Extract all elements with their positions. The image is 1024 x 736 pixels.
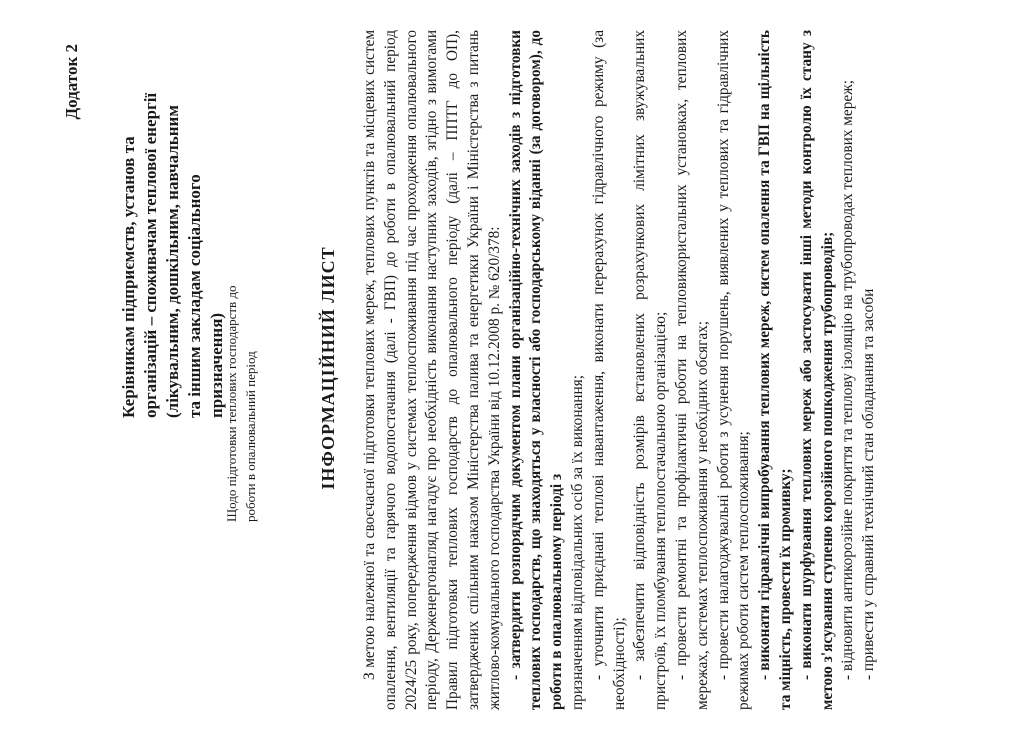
intro-paragraph: З метою належної та своєчасної підготовки теплових мереж, теплових пунктів та місцевих систем опалення, вентиляції та гарячого водопостачання (далі - ГВП) до роботи в опалювальний період 2024/25 року, попередження відмов у системах теплоспоживання під час проходження опалювального періоду, Держенергонагляд нагадує про необхідність виконання наступних заходів, згідно з вимогами Правил підготовки теплових господарств до опалювального періоду (далі – ППТГ до ОП), затверджених спільним наказом Міністерства палива та енергетики України і Міністерства з питань житлово-комунального господарства України від 10.12.2008 р. № 620/378:	[361, 30, 503, 710]
appendix-label: Додаток 2	[62, 44, 81, 120]
document-body	[360, 30, 880, 710]
subject-line: Щодо підготовки теплових господарств до роботи в опалювальний період	[224, 285, 258, 522]
list-item-continuation: призначенням відповідальних осіб за їх виконання;	[568, 375, 586, 710]
list-item: - виконати шурфування теплових мереж або застосувати інші методи контролю їх стану з метою з'ясування ступеню корозійного пошкодження трубопроводів;	[797, 30, 836, 710]
addressee-block: Керівникам підприємств, установ та організацій – споживачам теплової енергії (лікувальним, дошкільним, навчальним та іншим закладам соціального призначення)	[119, 92, 226, 418]
list-item: - затвердити розпорядчим документом плани організаційно-технічних заходів з підготовки теплових господарств, що знаходяться у власності або господарському віданні (за договором), до роботи в опалювальному періоді з	[506, 30, 566, 710]
list-item: - виконати гідравлічні випробування теплових мереж, систем опалення та ГВП на щільність та міцність, провести їх промивку;	[756, 30, 794, 710]
list-item: - провести ремонтні та профілактичні роботи на тепловикористальних установках, теплових мережах, системах теплоспоживання у необхідних обсягах;	[672, 30, 711, 710]
list-item: - привести у справний технічний стан обладнання та засоби	[860, 288, 878, 680]
list-item: - відновити антикорозійне покриття та теплову ізоляцію на трубопроводах теплових мереж;	[839, 80, 857, 680]
list-item: - уточнити приєднані теплові навантаження, виконати перерахунок гідравлічного режиму (за необхідності);	[589, 30, 628, 710]
list-item: - провести налагоджувальні роботи з усунення порушень, виявлених у теплових та гідравлічних режимах роботи систем теплоспоживання;	[714, 30, 753, 710]
list-item: - забезпечити відповідність розмірів встановлених розрахункових лімітних звужувальних пристроїв, їх пломбування теплопостачальною організацією;	[631, 30, 670, 710]
document-title: ІНФОРМАЦІЙНИЙ ЛИСТ	[318, 246, 338, 490]
